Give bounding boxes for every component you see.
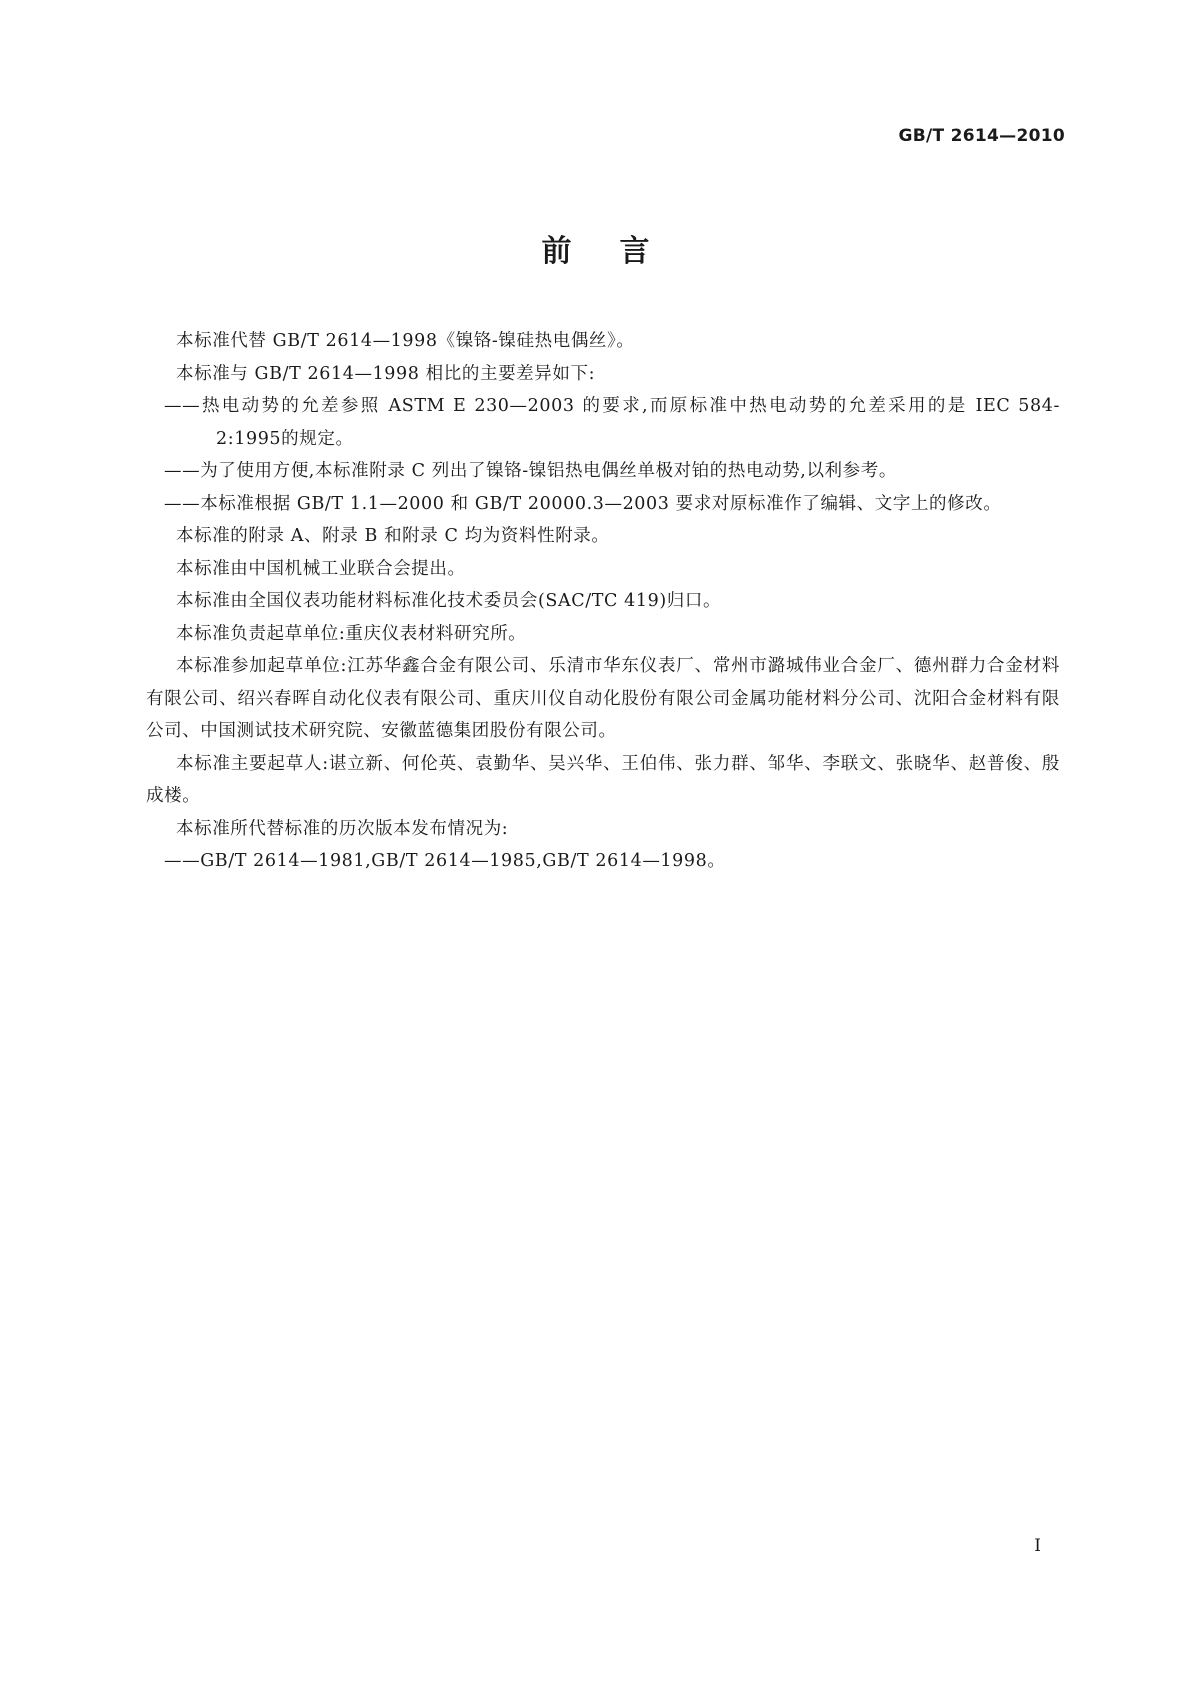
standard-number: GB/T 2614—2010 [898, 126, 1065, 146]
paragraph-main-drafters: 本标准主要起草人:谌立新、何伦英、袁勤华、吴兴华、王伯伟、张力群、邹华、李联文、张晓华、赵普俊、殷成楼。 [146, 753, 1060, 806]
difference-item: ——本标准根据 GB/T 1.1—2000 和 GB/T 20000.3—2003 要求对原标准作了编辑、文字上的修改。 [164, 493, 1002, 514]
paragraph-differences-intro: 本标准与 GB/T 2614—1998 相比的主要差异如下: [176, 363, 596, 384]
paragraph-proposer: 本标准由中国机械工业联合会提出。 [176, 558, 466, 579]
paragraph-replaces: 本标准代替 GB/T 2614—1998《镍铬-镍硅热电偶丝》。 [176, 331, 635, 351]
paragraph-lead-drafter: 本标准负责起草单位:重庆仪表材料研究所。 [176, 623, 527, 644]
foreword-body [146, 325, 1060, 878]
page-number: I [1034, 1536, 1041, 1556]
paragraph-annexes: 本标准的附录 A、附录 B 和附录 C 均为资料性附录。 [176, 526, 610, 546]
paragraph-committee: 本标准由全国仪表功能材料标准化技术委员会(SAC/TC 419)归口。 [176, 591, 722, 611]
paragraph-history-intro: 本标准所代替标准的历次版本发布情况为: [176, 818, 509, 839]
history-item: ——GB/T 2614—1981,GB/T 2614—1985,GB/T 2614—1998。 [164, 851, 726, 871]
paragraph-participating-drafters: 本标准参加起草单位:江苏华鑫合金有限公司、乐清市华东仪表厂、常州市潞城伟业合金厂、德州群力合金材料有限公司、绍兴春晖自动化仪表有限公司、重庆川仪自动化股份有限公司金属功能材料分公司、沈阳合金材料有限公司、中国测试技术研究院、安徽蓝德集团股份有限公司。 [146, 656, 1060, 741]
difference-item: ——热电动势的允差参照 ASTM E 230—2003 的要求,而原标准中热电动势的允差采用的是 IEC 584-2:1995的规定。 [164, 396, 1060, 449]
difference-item: ——为了使用方便,本标准附录 C 列出了镍铬-镍铝热电偶丝单极对铂的热电动势,以利参考。 [164, 461, 897, 481]
page-title: 前言 [541, 234, 698, 269]
